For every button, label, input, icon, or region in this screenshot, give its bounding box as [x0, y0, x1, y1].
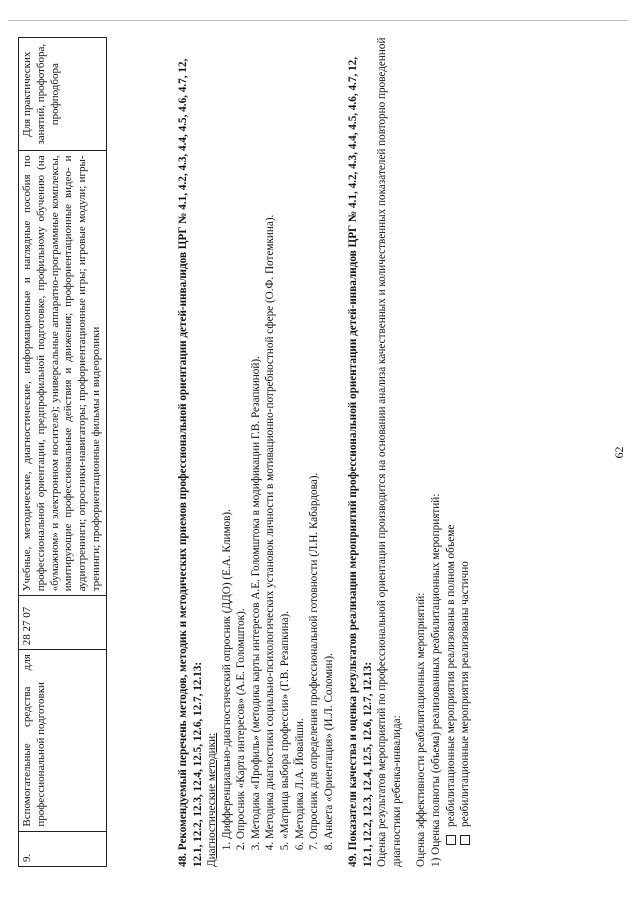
row-description: Учебные, методические, диагностические, информационные и наглядные пособия по профессиональной ориентации, предпрофильной подготовке, профильному обучению (на «бумажном» и электронном носителе); универсальные аппаратно-программные комплексы, имитирующие профессиональные действия и движения; профориентационные видео- и аудиотренинги; опросники-навигаторы; профориентационные игры; игровые модули; игры-тренинги; профориентационные фильмы и видеоролики [19, 151, 107, 596]
option-label: реабилитационные мероприятия реализованы в полном объеме [444, 524, 457, 827]
list-item: 6. Методика Л.А. Йовайши. [293, 37, 308, 839]
checkbox-icon [460, 835, 470, 845]
option-label: реабилитационные мероприятия реализованы частично [459, 561, 472, 827]
section-48-subheading: Диагностические методики: [206, 732, 219, 867]
methods-list [220, 37, 337, 867]
list-item: 3. Методика «Профиль» (методика карты интересов А.Е. Голомштока в модификации Г.В. Резапкиной). [249, 37, 264, 839]
section-48-heading: 48. Рекомендуемый перечень методов, методик и методических приемов профессиональной ориентации детей-инвалидов ЦРГ № 4.1, 4.2, 4.3, 4.4, 4.5, 4.6, 4.7, 12, 12.1, 12.2, 12.3, 12.4, 12.5, 12.6, 12.7, 12.13: [177, 58, 204, 867]
list-item: 2. Опросник «Карта интересов» (А.Е. Голомшток). [234, 37, 249, 839]
section-49-heading: 49. Показатели качества и оценка результатов реализации мероприятий профессиональной ориентации детей-инвалидов ЦРГ № 4.1, 4.2, 4.3, 4.4, 4.5, 4.6, 4.7, 12, 12.1, 12.2, 12.3, 12.4, 12.5, 12.6, 12.7, 12.13: [347, 56, 374, 867]
scan-edge-divider [8, 20, 628, 21]
list-item: 1. Дифференциально-диагностический опросник (ДДО) (Е.А. Климов). [220, 37, 235, 839]
option-partial [458, 37, 473, 845]
row-code: 28 27 07 [19, 596, 107, 650]
option-full [444, 37, 459, 845]
list-item: 7. Опросник для определения профессиональной готовности (Л.Н. Кабардова). [307, 37, 322, 839]
evaluation-item-1: 1) Оценка полноты (объема) реализованных реабилитационных мероприятий: [430, 493, 442, 867]
row-number: 9. [19, 831, 107, 866]
row-name: Вспомогательные средства для профессиональной подготовки [19, 650, 107, 831]
checkbox-icon [446, 835, 456, 845]
aids-table [18, 37, 107, 867]
list-item: 5. «Матрица выбора профессии» (Г.В. Резапкина). [278, 37, 293, 839]
row-note: Для практических занятий, профотбора, профподбора [19, 38, 107, 151]
document-body [176, 37, 473, 867]
list-item: 4. Методика диагностики социально-психологических установок личности в мотивационно-потребностной сфере (О.Ф. Потемкина). [263, 37, 278, 839]
section-49-paragraph: Оценка результатов мероприятий по профессиональной ориентации производится на основании анализа качественных и количественных показателей повторно проведенной диагностики ребенка-инвалида: [376, 37, 403, 867]
page-number: 62 [612, 446, 626, 459]
evaluation-title: Оценка эффективности реабилитационных мероприятий: [415, 592, 428, 867]
table-row [19, 38, 107, 867]
list-item: 8. Анкета «Ориентация» (И.Л. Соломин). [322, 37, 337, 839]
